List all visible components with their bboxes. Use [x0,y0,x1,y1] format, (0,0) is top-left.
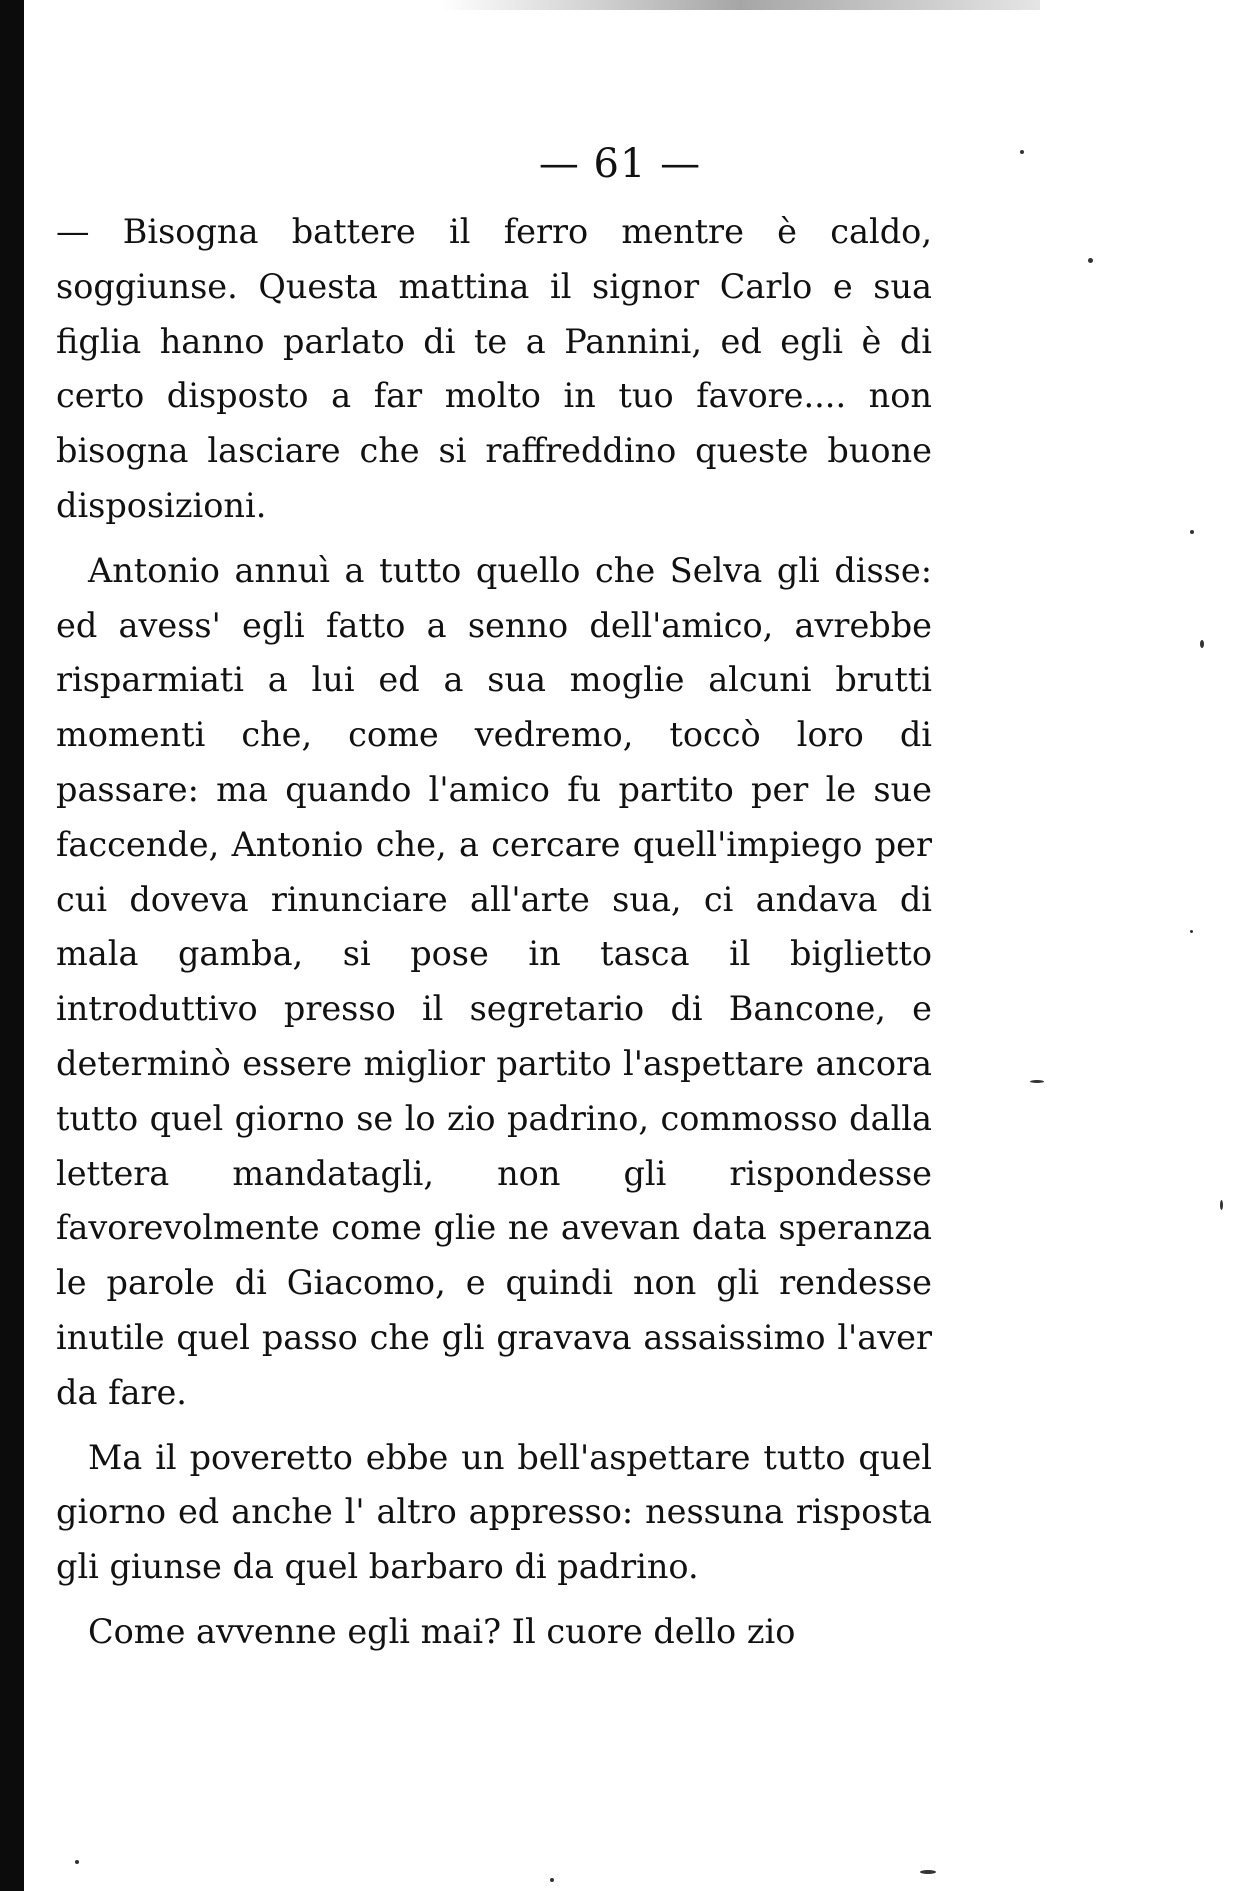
scan-speck [920,1870,936,1874]
scan-speck [1020,150,1024,154]
page-body [56,205,932,1660]
scan-left-edge [0,0,24,1891]
scan-top-smudge [440,0,1040,10]
scan-speck [1200,640,1204,648]
scan-speck [1030,1080,1044,1083]
scan-speck [1190,530,1194,534]
paragraph-4: Come avvenne egli mai? Il cuore dello zio [88,1611,796,1651]
paragraph-3: Ma il poveretto ebbe un bell'aspettare tutto quel giorno ed anche l' altro appresso: nessuna risposta gli giunse da quel barbaro di padrino. [56,1437,932,1587]
scan-speck [1088,258,1093,263]
scan-speck [550,1878,554,1882]
scan-speck [1190,930,1193,933]
paragraph-2: Antonio annuì a tutto quello che Selva gli disse: ed avess' egli fatto a senno dell'amico, avrebbe risparmiati a lui ed a sua moglie alcuni brutti momenti che, come vedremo, toccò loro di passare: ma quando l'amico fu partito per le sue faccende, Antonio che, a cercare quell'impiego per cui doveva rinunciare all'arte sua, ci andava di mala gamba, si pose in tasca il biglietto introduttivo presso il segretario di Bancone, e determinò essere miglior partito l'aspettare ancora tutto quel giorno se lo zio padrino, commosso dalla lettera mandatagli, non gli rispondesse favorevolmente come glie ne avevan data speranza le parole di Giacomo, e quindi non gli rendesse inutile quel passo che gli gravava assaissimo l'aver da fare. [56,550,932,1412]
scan-speck [1220,1200,1223,1210]
scan-speck [75,1860,79,1864]
page-number: — 61 — [538,141,702,187]
paragraph-1: — Bisogna battere il ferro mentre è caldo, soggiunse. Questa mattina il signor Carlo e sua figlia hanno parlato di te a Pannini, ed egli è di certo disposto a far molto in tuo favore.... non bisogna lasciare che si raffreddino queste buone disposizioni. [56,212,932,525]
